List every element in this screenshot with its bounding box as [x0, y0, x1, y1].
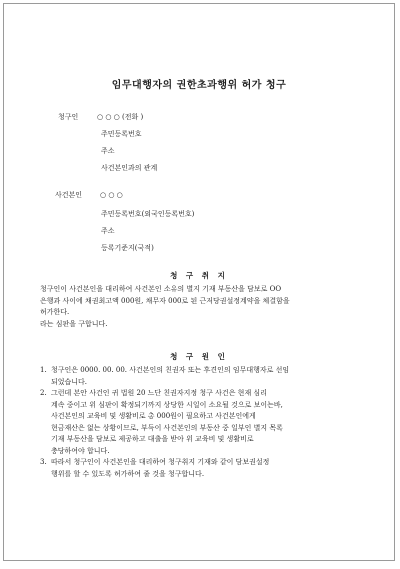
reason-line: 행위를 할 수 있도록 허가하여 줄 것을 청구합니다.: [51, 469, 205, 478]
principal-name-line: ○ ○ ○: [100, 191, 123, 199]
petitioner-name-line: ○ ○ ○ (전화 ): [97, 113, 144, 121]
reason-number: 1.: [40, 366, 47, 374]
reasons-heading: 청 구 원 인: [170, 352, 228, 361]
purpose-heading: 청 구 취 지: [170, 271, 228, 280]
principal-label: 사건본인: [55, 191, 83, 199]
purpose-paragraph: [40, 284, 370, 330]
purpose-line: 은행과 사이에 채권최고액 000원, 채무자 000로 된 근저당권설정계약을 체결함을: [40, 296, 290, 305]
reason-line: 기재 부동산을 담보로 제공하고 대출을 받아 위 교육비 및 생활비로: [51, 435, 254, 443]
petitioner-label: 청구인: [58, 113, 79, 121]
document-page: [3, 3, 395, 561]
reason-item-2: [40, 388, 370, 457]
reason-line: 충당하여야 합니다.: [51, 446, 110, 455]
petitioner-id-line: 주민등록번호: [101, 130, 142, 138]
document-title: 임무대행자의 권한초과행위 허가 청구: [111, 80, 287, 91]
reason-number: 2.: [40, 389, 47, 397]
reason-line: 되었습니다.: [51, 377, 88, 386]
principal-address-line: 주소: [101, 227, 115, 235]
reason-line: 따라서 청구인이 사건본인을 대리하여 청구취지 기재와 같이 담보권설정: [51, 458, 270, 466]
purpose-line: 라는 심판을 구합니다.: [40, 319, 108, 328]
reason-line: 계속 중이고 위 심판이 확정되기까지 상당한 시일이 소요될 것으로 보이는바,: [51, 400, 283, 409]
petitioner-relation-line: 사건본인과의 관계: [101, 164, 158, 172]
reason-number: 3.: [40, 458, 47, 466]
petitioner-address-line: 주소: [101, 147, 115, 155]
reason-line: 청구인은 0000. 00. 00. 사건본인의 친권자 또는 후견인의 임무대행자로 선임: [51, 366, 290, 374]
reason-line: 그런데 본안 사건인 귀 법원 20 느단 친권자지정 청구 사건은 현재 심리: [51, 389, 267, 397]
principal-registry-line: 등록기준지(국적): [101, 244, 154, 252]
reason-line: 현금재산은 없는 상황이므로, 부득이 사건본인의 부동산 중 일부인 별지 목록: [51, 423, 283, 432]
reason-item-1: [40, 365, 370, 388]
purpose-line: 청구인이 사건본인을 대리하여 사건본인 소유의 별지 기재 부동산을 담보로 OO: [40, 285, 282, 293]
purpose-line: 허가한다.: [40, 308, 70, 316]
reason-line: 사건본인의 교육비 및 생활비로 총 000원이 필요하고 사건본인에게: [51, 412, 256, 420]
principal-id-line: 주민등록번호(외국인등록번호): [101, 210, 195, 218]
reason-item-3: [40, 457, 370, 480]
